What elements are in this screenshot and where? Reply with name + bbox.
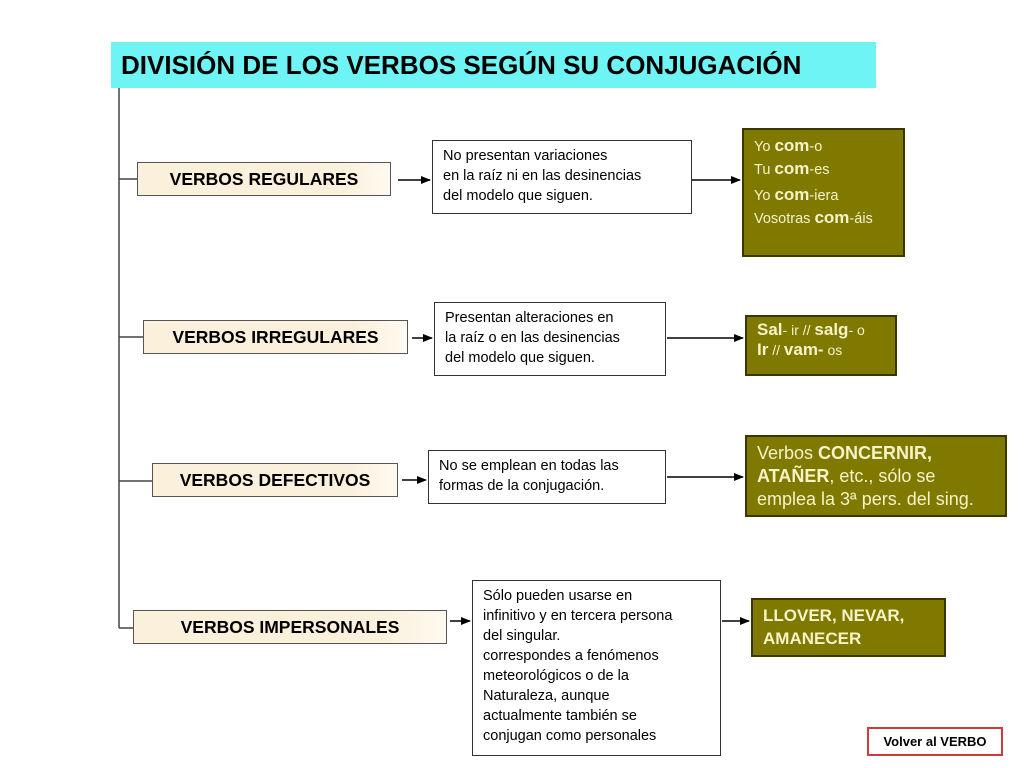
category-label: VERBOS IRREGULARES	[172, 326, 379, 347]
page-title: DIVISIÓN DE LOS VERBOS SEGÚN SU CONJUGACIÓN	[111, 42, 876, 88]
description-line: del modelo que siguen.	[443, 188, 593, 204]
description-defectivos	[428, 450, 666, 504]
example-regulares	[742, 128, 905, 257]
category-impersonales	[133, 610, 447, 644]
description-regulares	[432, 140, 692, 214]
description-line: meteorológicos o de la	[483, 668, 629, 684]
category-regulares	[137, 162, 391, 196]
description-line: Sólo pueden usarse en	[483, 588, 633, 604]
example-line: Sal- ir // salg- o	[757, 320, 865, 339]
example-line: Ir // vam- os	[757, 340, 843, 359]
description-line: correspondes a fenómenos	[483, 648, 659, 664]
example-line: Tu com-es	[754, 159, 830, 178]
example-line: Yo com-iera	[754, 185, 839, 204]
example-irregulares	[745, 315, 897, 376]
example-line: AMANECER	[763, 629, 862, 648]
description-impersonales	[472, 580, 721, 756]
description-line: No se emplean en todas las	[439, 458, 619, 474]
description-line: Presentan alteraciones en	[445, 310, 614, 326]
category-irregulares	[143, 320, 408, 354]
back-button-label: Volver al VERBO	[883, 734, 987, 749]
description-irregulares	[434, 302, 666, 376]
description-line: la raíz o en las desinencias	[445, 330, 620, 346]
description-line: formas de la conjugación.	[439, 478, 605, 494]
description-line: infinitivo y en tercera persona	[483, 608, 673, 624]
description-line: conjugan como personales	[483, 728, 657, 744]
example-defectivos	[745, 435, 1007, 517]
description-line: del singular.	[483, 628, 561, 644]
example-line: LLOVER, NEVAR,	[763, 606, 905, 625]
category-defectivos	[152, 463, 398, 497]
back-to-verbo-button[interactable]	[867, 727, 1003, 756]
description-line: actualmente también se	[483, 708, 637, 724]
example-impersonales	[751, 598, 946, 657]
example-line: Yo com-o	[754, 136, 823, 155]
example-line: emplea la 3ª pers. del sing.	[757, 489, 974, 509]
category-label: VERBOS IMPERSONALES	[180, 616, 400, 637]
description-line: en la raíz ni en las desinencias	[443, 168, 642, 184]
description-line: Naturaleza, aunque	[483, 688, 610, 704]
category-label: VERBOS DEFECTIVOS	[179, 469, 371, 490]
category-label: VERBOS REGULARES	[169, 168, 359, 189]
example-line: Vosotras com-áis	[754, 208, 873, 227]
example-line: Verbos CONCERNIR,	[757, 443, 933, 463]
description-line: del modelo que siguen.	[445, 350, 595, 366]
example-line: ATAÑER, etc., sólo se	[757, 466, 936, 486]
description-line: No presentan variaciones	[443, 148, 608, 164]
